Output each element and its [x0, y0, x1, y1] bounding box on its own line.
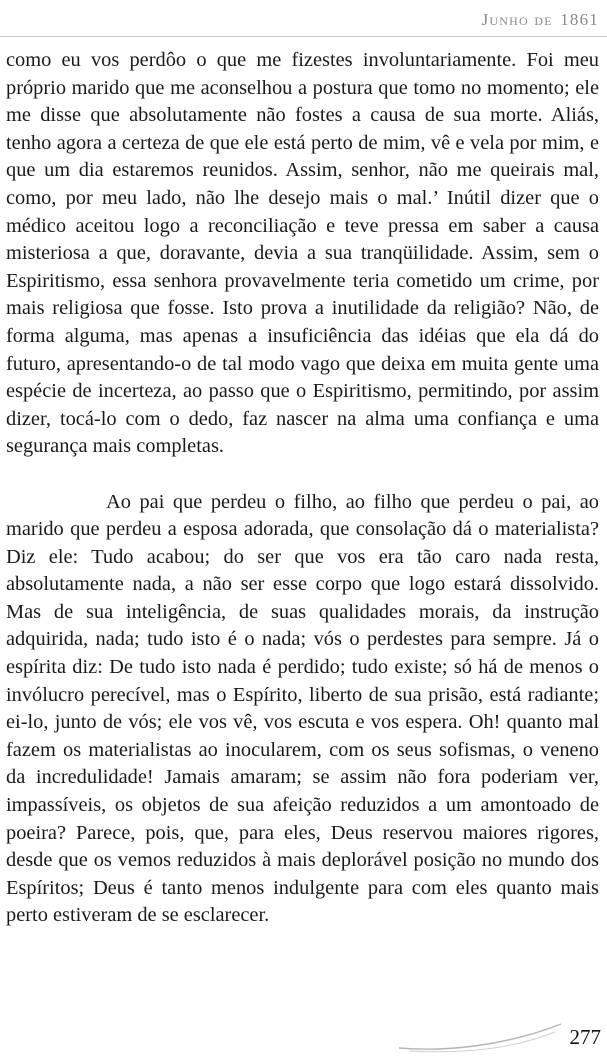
footer-ornament-swash	[395, 1018, 565, 1058]
running-head	[482, 10, 599, 30]
body-text	[6, 47, 599, 930]
paragraph-2: Ao pai que perdeu o filho, ao filho que perdeu o pai, ao marido que perdeu a esposa adorada, que consolação dá o materialista? Diz ele: Tudo acabou; do ser que vos era tão caro nada resta, absolutamente nada, a não ser esse corpo que logo estará dissolvido. Mas de sua inteligência, de suas qualidades morais, da instrução adquirida, nada; tudo isto é o nada; vós o perdestes para sempre. Já o espírita diz: De tudo isto nada é perdido; tudo existe; só há de menos o invólucro perecível, mas o Espírito, liberto de sua prisão, está radiante; ei-lo, junto de vós; ele vos vê, vos escuta e vos espera. Oh! quanto mal fazem os materialistas ao inocularem, com os seus sofismas, o veneno da incredulidade! Jamais amaram; se assim não fora poderiam ver, impassíveis, os objetos de sua afeição reduzidos a um amontoado de poeira? Parece, pois, que, para eles, Deus reservou maiores rigores, desde que os vemos reduzidos à mais deplorável posição no mundo dos Espíritos; Deus é tanto menos indulgente para com eles quanto mais perto estiveram de se esclarecer.	[6, 490, 599, 927]
running-head-title: Junho de	[481, 10, 553, 29]
header-rule	[0, 36, 607, 37]
running-head-year: 1861	[560, 10, 599, 29]
page-number: 277	[569, 1025, 601, 1049]
paragraph-1: como eu vos perdôo o que me fizestes involuntariamente. Foi meu próprio marido que me aconselhou a postura que tomo no momento; ele me disse que absolutamente não fostes a causa de sua morte. Aliás, tenho agora a certeza de que ele está perto de mim, vê e vela por mim, e que um dia estaremos reunidos. Assim, senhor, não me queirais mal, como, por meu lado, não lhe desejo mais o mal.’ Inútil dizer que o médico aceitou logo a reconciliação e teve pressa em saber a causa misteriosa a que, doravante, devia a sua tranqüilidade. Assim, sem o Espiritismo, essa senhora provavelmente teria cometido um crime, por mais religiosa que fosse. Isto prova a inutilidade da religião? Não, de forma alguma, mas apenas a insuficiência das idéias que ela dá do futuro, apresentando-o de tal modo vago que deixa em muita gente uma espécie de incerteza, ao passo que o Espiritismo, permitindo, por assim dizer, tocá-lo com o dedo, faz nascer na alma uma confiança e uma segurança mais completas.	[6, 49, 599, 458]
